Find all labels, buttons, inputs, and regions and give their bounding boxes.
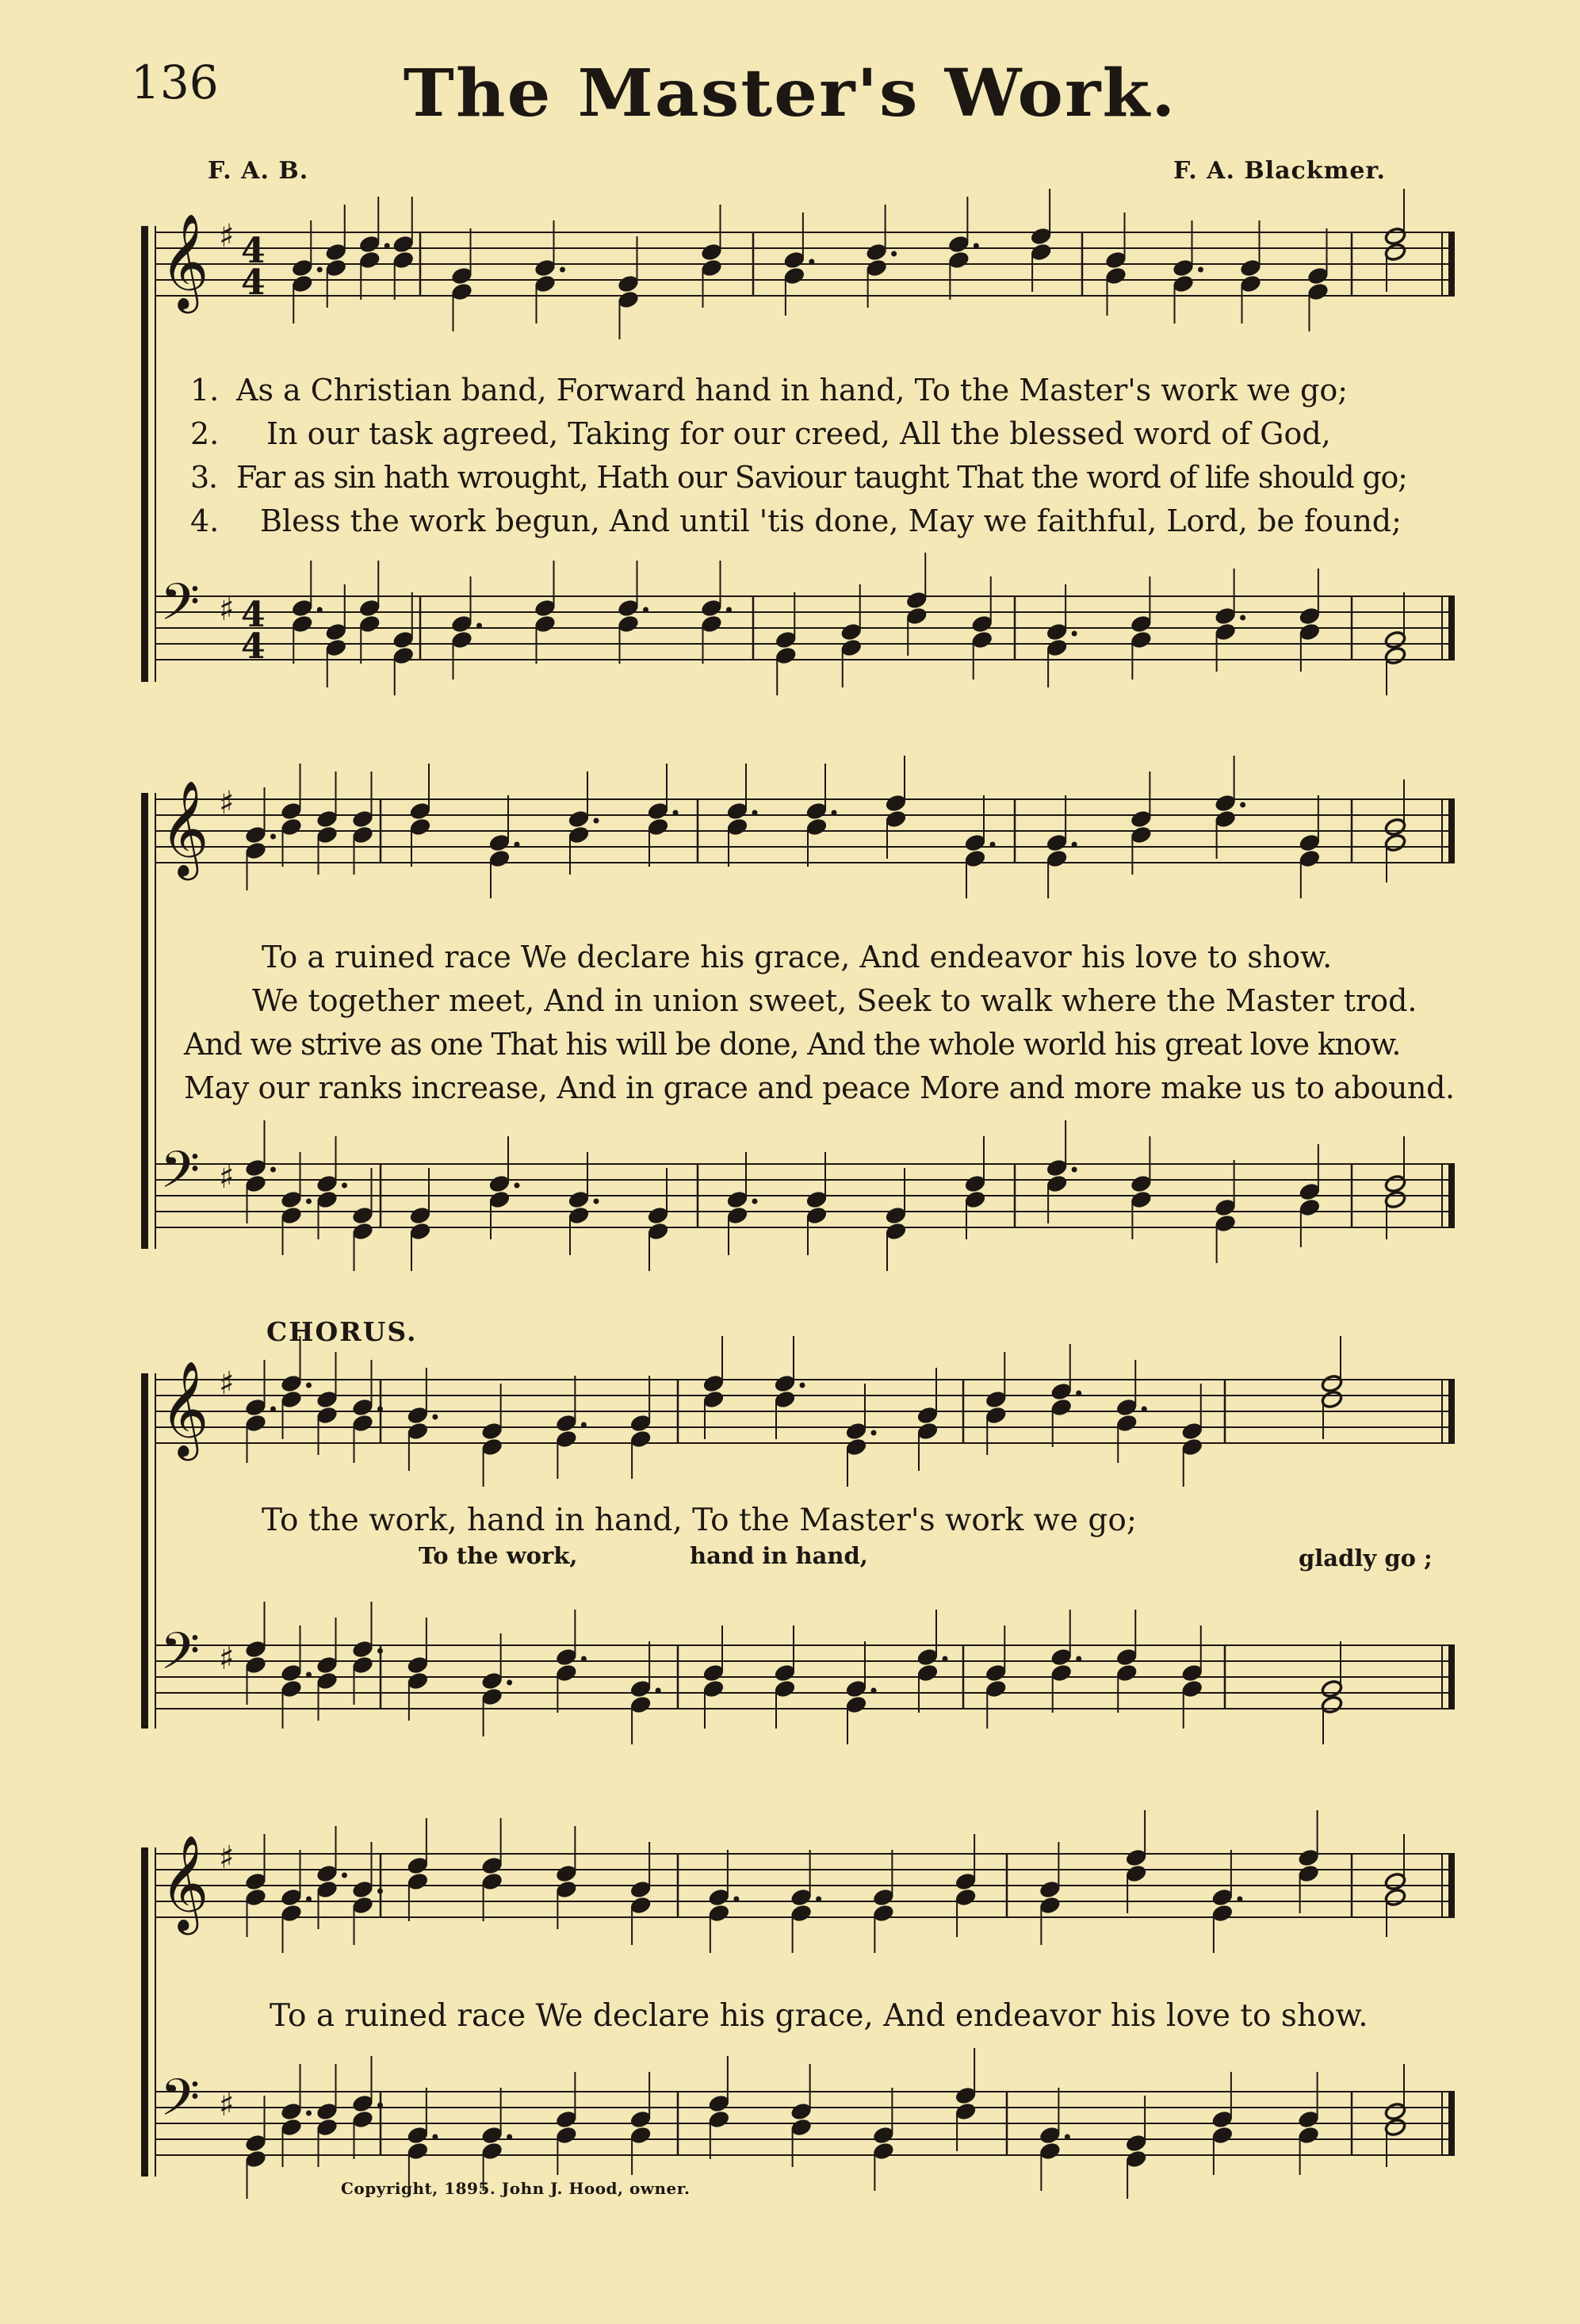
verse-number: 4. <box>190 503 220 538</box>
verse-3-line-1 <box>190 460 1407 495</box>
verse-text: In our task agreed, Taking for our creed, All the blessed word of God, <box>266 416 1331 451</box>
svg-text:4: 4 <box>241 595 266 635</box>
verse-1-line-1 <box>190 373 1348 408</box>
svg-text:♯: ♯ <box>219 1159 235 1196</box>
svg-text:♯: ♯ <box>219 1840 235 1876</box>
chorus-line-1: To the work, hand in hand, To the Master's work we go; <box>262 1503 1137 1538</box>
svg-text:𝄢: 𝄢 <box>160 1141 201 1212</box>
svg-text:𝄢: 𝄢 <box>160 1622 201 1694</box>
verse-2-line-1 <box>190 416 1331 451</box>
verse-text: Far as sin hath wrought, Hath our Saviour taught That the word of life should go; <box>236 460 1407 495</box>
verse-number: 3. <box>190 460 217 495</box>
lyricist-credit: F. A. B. <box>208 157 309 185</box>
verse-text: As a Christian band, Forward hand in hand, To the Master's work we go; <box>236 373 1349 408</box>
svg-text:4: 4 <box>241 262 266 303</box>
svg-text:𝄞: 𝄞 <box>160 779 209 876</box>
chorus-label: CHORUS. <box>266 1316 418 1347</box>
verse-text: Bless the work begun, And until 'tis done, May we faithful, Lord, be found; <box>260 503 1402 538</box>
svg-text:4: 4 <box>241 231 266 271</box>
hymn-title: The Master's Work. <box>403 56 1177 132</box>
svg-text:𝄢: 𝄢 <box>160 573 201 645</box>
verse-2-line-2: We together meet, And in union sweet, Seek to walk where the Master trod. <box>252 983 1417 1018</box>
chorus-echo-2: hand in hand, <box>690 1542 868 1569</box>
svg-text:♯: ♯ <box>219 1641 235 1677</box>
chorus-echo-1: To the work, <box>419 1542 578 1569</box>
svg-text:𝄢: 𝄢 <box>160 2069 201 2140</box>
verse-4-line-2: May our ranks increase, And in grace and peace More and more make us to abound. <box>184 1070 1455 1105</box>
svg-text:♯: ♯ <box>219 1365 235 1402</box>
copyright-notice: Copyright, 1895. John J. Hood, owner. <box>341 2179 691 2198</box>
svg-text:♯: ♯ <box>219 2087 235 2123</box>
chorus-echo-3: gladly go ; <box>1299 1545 1433 1572</box>
svg-text:♯: ♯ <box>219 218 235 255</box>
verse-3-line-2: And we strive as one That his will be done, And the whole world his great love know. <box>184 1027 1401 1062</box>
page-number: 136 <box>131 56 219 109</box>
chorus-line-2: To a ruined race We declare his grace, And endeavor his love to show. <box>270 1998 1368 2034</box>
verse-4-line-1 <box>190 503 1402 538</box>
svg-text:𝄞: 𝄞 <box>160 212 209 309</box>
verse-1-line-2: To a ruined race We declare his grace, And endeavor his love to show. <box>262 940 1333 974</box>
composer-credit: F. A. Blackmer. <box>1173 157 1386 185</box>
verse-number: 2. <box>190 416 220 451</box>
svg-text:♯: ♯ <box>219 592 235 628</box>
svg-text:𝄞: 𝄞 <box>160 1360 209 1457</box>
svg-text:♯: ♯ <box>219 785 235 821</box>
svg-text:𝄞: 𝄞 <box>160 1834 209 1931</box>
svg-text:4: 4 <box>241 626 266 667</box>
verse-number: 1. <box>190 373 220 408</box>
